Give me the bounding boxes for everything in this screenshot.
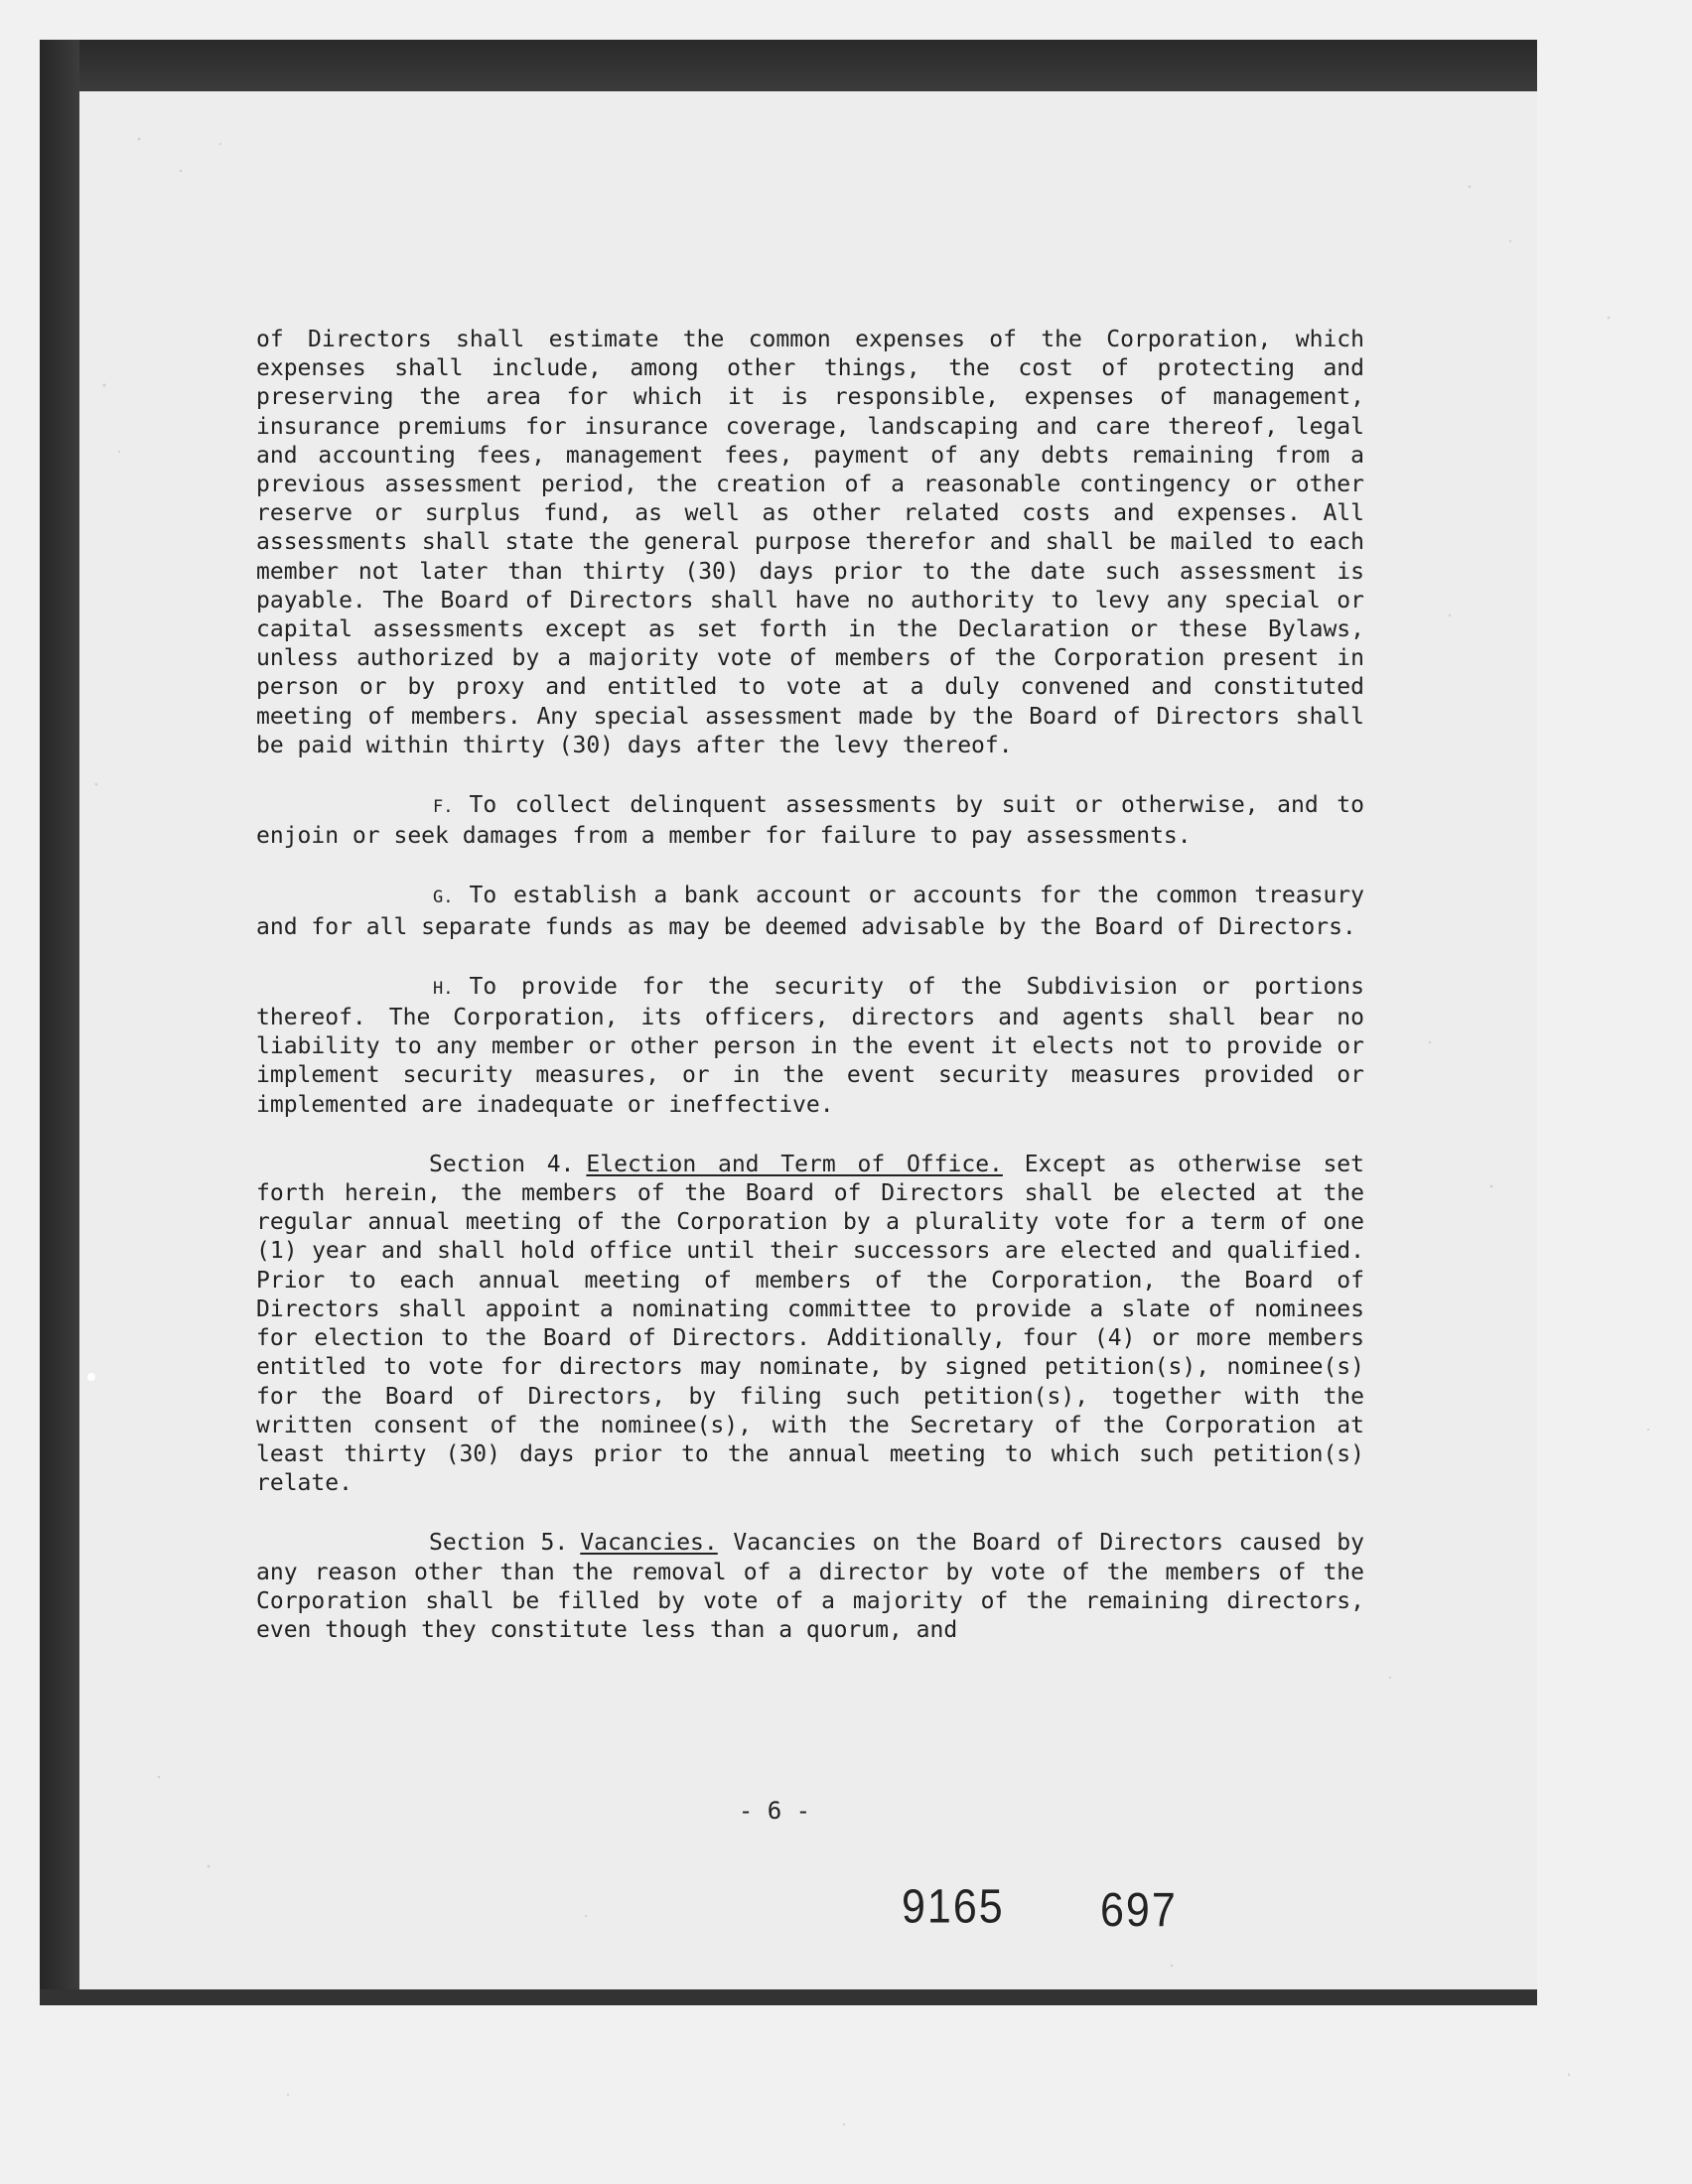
top-dark-edge [40, 40, 1537, 91]
item-text: To establish a bank account or accounts for the common treasury and for all separate funds as may be deemed advisable by the Board of Directors. [256, 883, 1364, 940]
section-heading: Vacancies. [580, 1530, 718, 1557]
item-letter: G. [433, 887, 454, 908]
section-heading: Election and Term of Office. [586, 1151, 1003, 1177]
stamp-book-number: 9165 [902, 1879, 1005, 1934]
item-f-paragraph [256, 791, 1364, 851]
section-text: Vacancies on the Board of Directors caused by any reason other than the removal of a director by vote of the members of the Corporation shall be filled by vote of a majority of the remaining directors, even though they constitute less than a quorum, and [256, 1530, 1364, 1643]
page-number: - 6 - [738, 1797, 811, 1825]
item-g-paragraph [256, 882, 1364, 941]
item-letter: F. [433, 797, 454, 818]
left-dark-edge [40, 40, 79, 2005]
section-5-paragraph [256, 1529, 1364, 1645]
item-h-paragraph [256, 973, 1364, 1120]
section-text: Except as otherwise set forth herein, the members of the Board of Directors shall be elected at the regular annual meeting of the Corporation by a plurality vote for a term of one (1) year and shall hold office until their successors are elected and qualified. Prior to each annual meeting of members of the Corporation, the Board of Directors shall appoint a nominating committee to provide a slate of nominees for election to the Board of Directors. Additionally, four (4) or more members entitled to vote for directors may nominate, by signed petition(s), nominee(s) for the Board of Directors, by filing such petition(s), together with the written consent of the nominee(s), with the Secretary of the Corporation at least thirty (30) days prior to the annual meeting to which such petition(s) relate. [256, 1151, 1364, 1497]
section-label: Section 4. [429, 1151, 575, 1177]
item-letter: H. [433, 978, 454, 999]
binding-mark [87, 1373, 95, 1381]
section-4-paragraph [256, 1151, 1364, 1498]
recording-stamp [902, 1880, 1259, 1938]
bottom-dark-edge [40, 1989, 1537, 2005]
document-body [256, 326, 1364, 1676]
section-label: Section 5. [429, 1530, 569, 1557]
stamp-page-number: 697 [1100, 1883, 1178, 1937]
item-text: To collect delinquent assessments by suit or otherwise, and to enjoin or seek damages from a member for failure to pay assessments. [256, 792, 1364, 850]
item-text: To provide for the security of the Subdivision or portions thereof. The Corporation, its officers, directors and agents shall bear no liability to any member or other person in the event it elects not to provide or implement security measures, or in the event security measures provided or implemented are inadequate or ineffective. [256, 973, 1364, 1118]
assessment-paragraph: of Directors shall estimate the common expenses of the Corporation, which expenses shall include, among other things, the cost of protecting and preserving the area for which it is responsible, expenses of management, insurance premiums for insurance coverage, landscaping and care thereof, legal and accounting fees, management fees, payment of any debts remaining from a previous assessment period, the creation of a reasonable contingency or other reserve or surplus fund, as well as other related costs and expenses. All assessments shall state the general purpose therefor and shall be mailed to each member not later than thirty (30) days prior to the date such assessment is payable. The Board of Directors shall have no authority to levy any special or capital assessments except as set forth in the Declaration or these Bylaws, unless authorized by a majority vote of members of the Corporation present in person or by proxy and entitled to vote at a duly convened and constituted meeting of members. Any special assessment made by the Board of Directors shall be paid within thirty (30) days after the levy thereof. [256, 327, 1364, 758]
